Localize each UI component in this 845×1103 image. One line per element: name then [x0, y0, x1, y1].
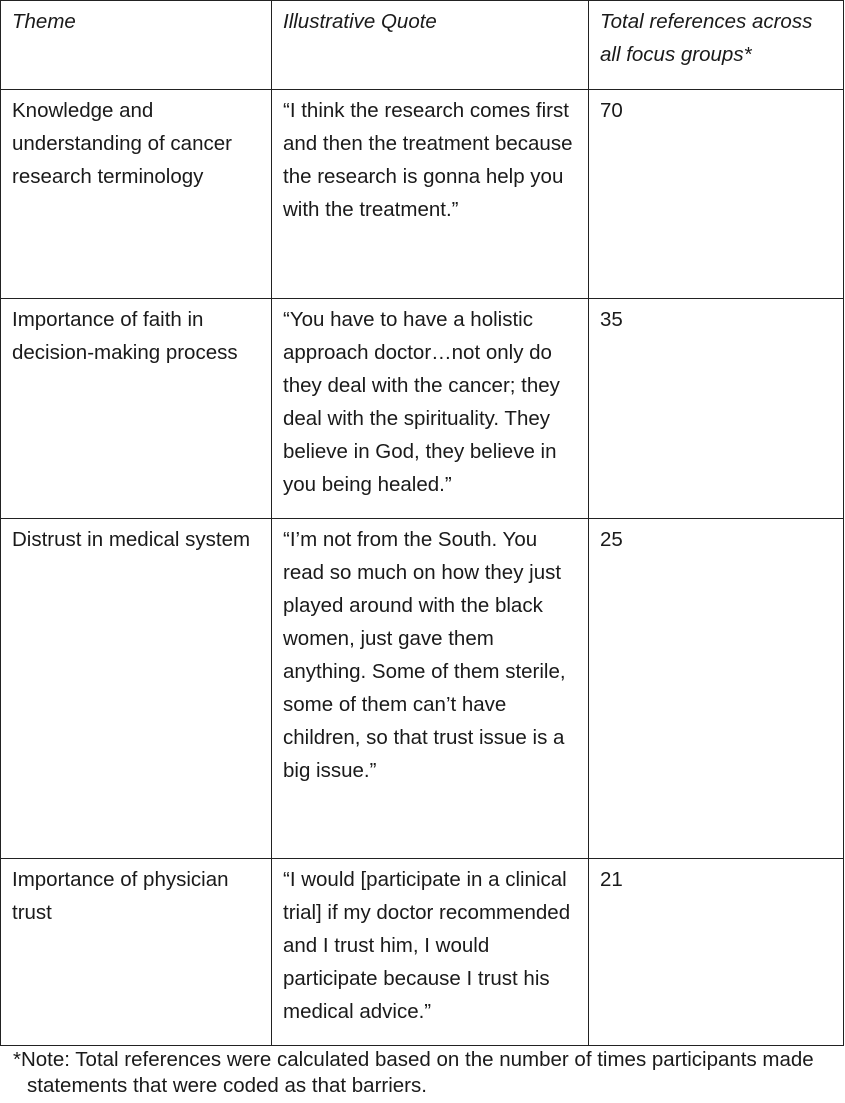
table-row: [1, 519, 844, 859]
theme-cell: Distrust in medical system: [1, 519, 272, 859]
references-cell: 70: [589, 90, 844, 299]
table-row: [1, 859, 844, 1046]
theme-cell: Knowledge and understanding of cancer research terminology: [1, 90, 272, 299]
theme-cell: Importance of physician trust: [1, 859, 272, 1046]
quote-cell: “I think the research comes first and then the treatment because the research is gonna help you with the treatment.”: [272, 90, 589, 299]
table-row: [1, 299, 844, 519]
header-total-references: Total references across all focus groups*: [589, 1, 844, 90]
header-illustrative-quote: Illustrative Quote: [272, 1, 589, 90]
references-cell: 21: [589, 859, 844, 1046]
table-footnote: *Note: Total references were calculated based on the number of times participants made statements that were coded as that barriers.: [13, 1048, 814, 1097]
table-row: [1, 90, 844, 299]
references-cell: 25: [589, 519, 844, 859]
quote-cell: “I’m not from the South. You read so much on how they just played around with the black women, just gave them anything. Some of them sterile, some of them can’t have children, so that trust issue is a big issue.”: [272, 519, 589, 859]
quote-cell: “I would [participate in a clinical trial] if my doctor recommended and I trust him, I would participate because I trust his medical advice.”: [272, 859, 589, 1046]
theme-cell: Importance of faith in decision-making process: [1, 299, 272, 519]
header-row: [1, 1, 844, 90]
quote-cell: “You have to have a holistic approach doctor…not only do they deal with the cancer; they deal with the spirituality. They believe in God, they believe in you being healed.”: [272, 299, 589, 519]
header-theme: Theme: [1, 1, 272, 90]
references-cell: 35: [589, 299, 844, 519]
